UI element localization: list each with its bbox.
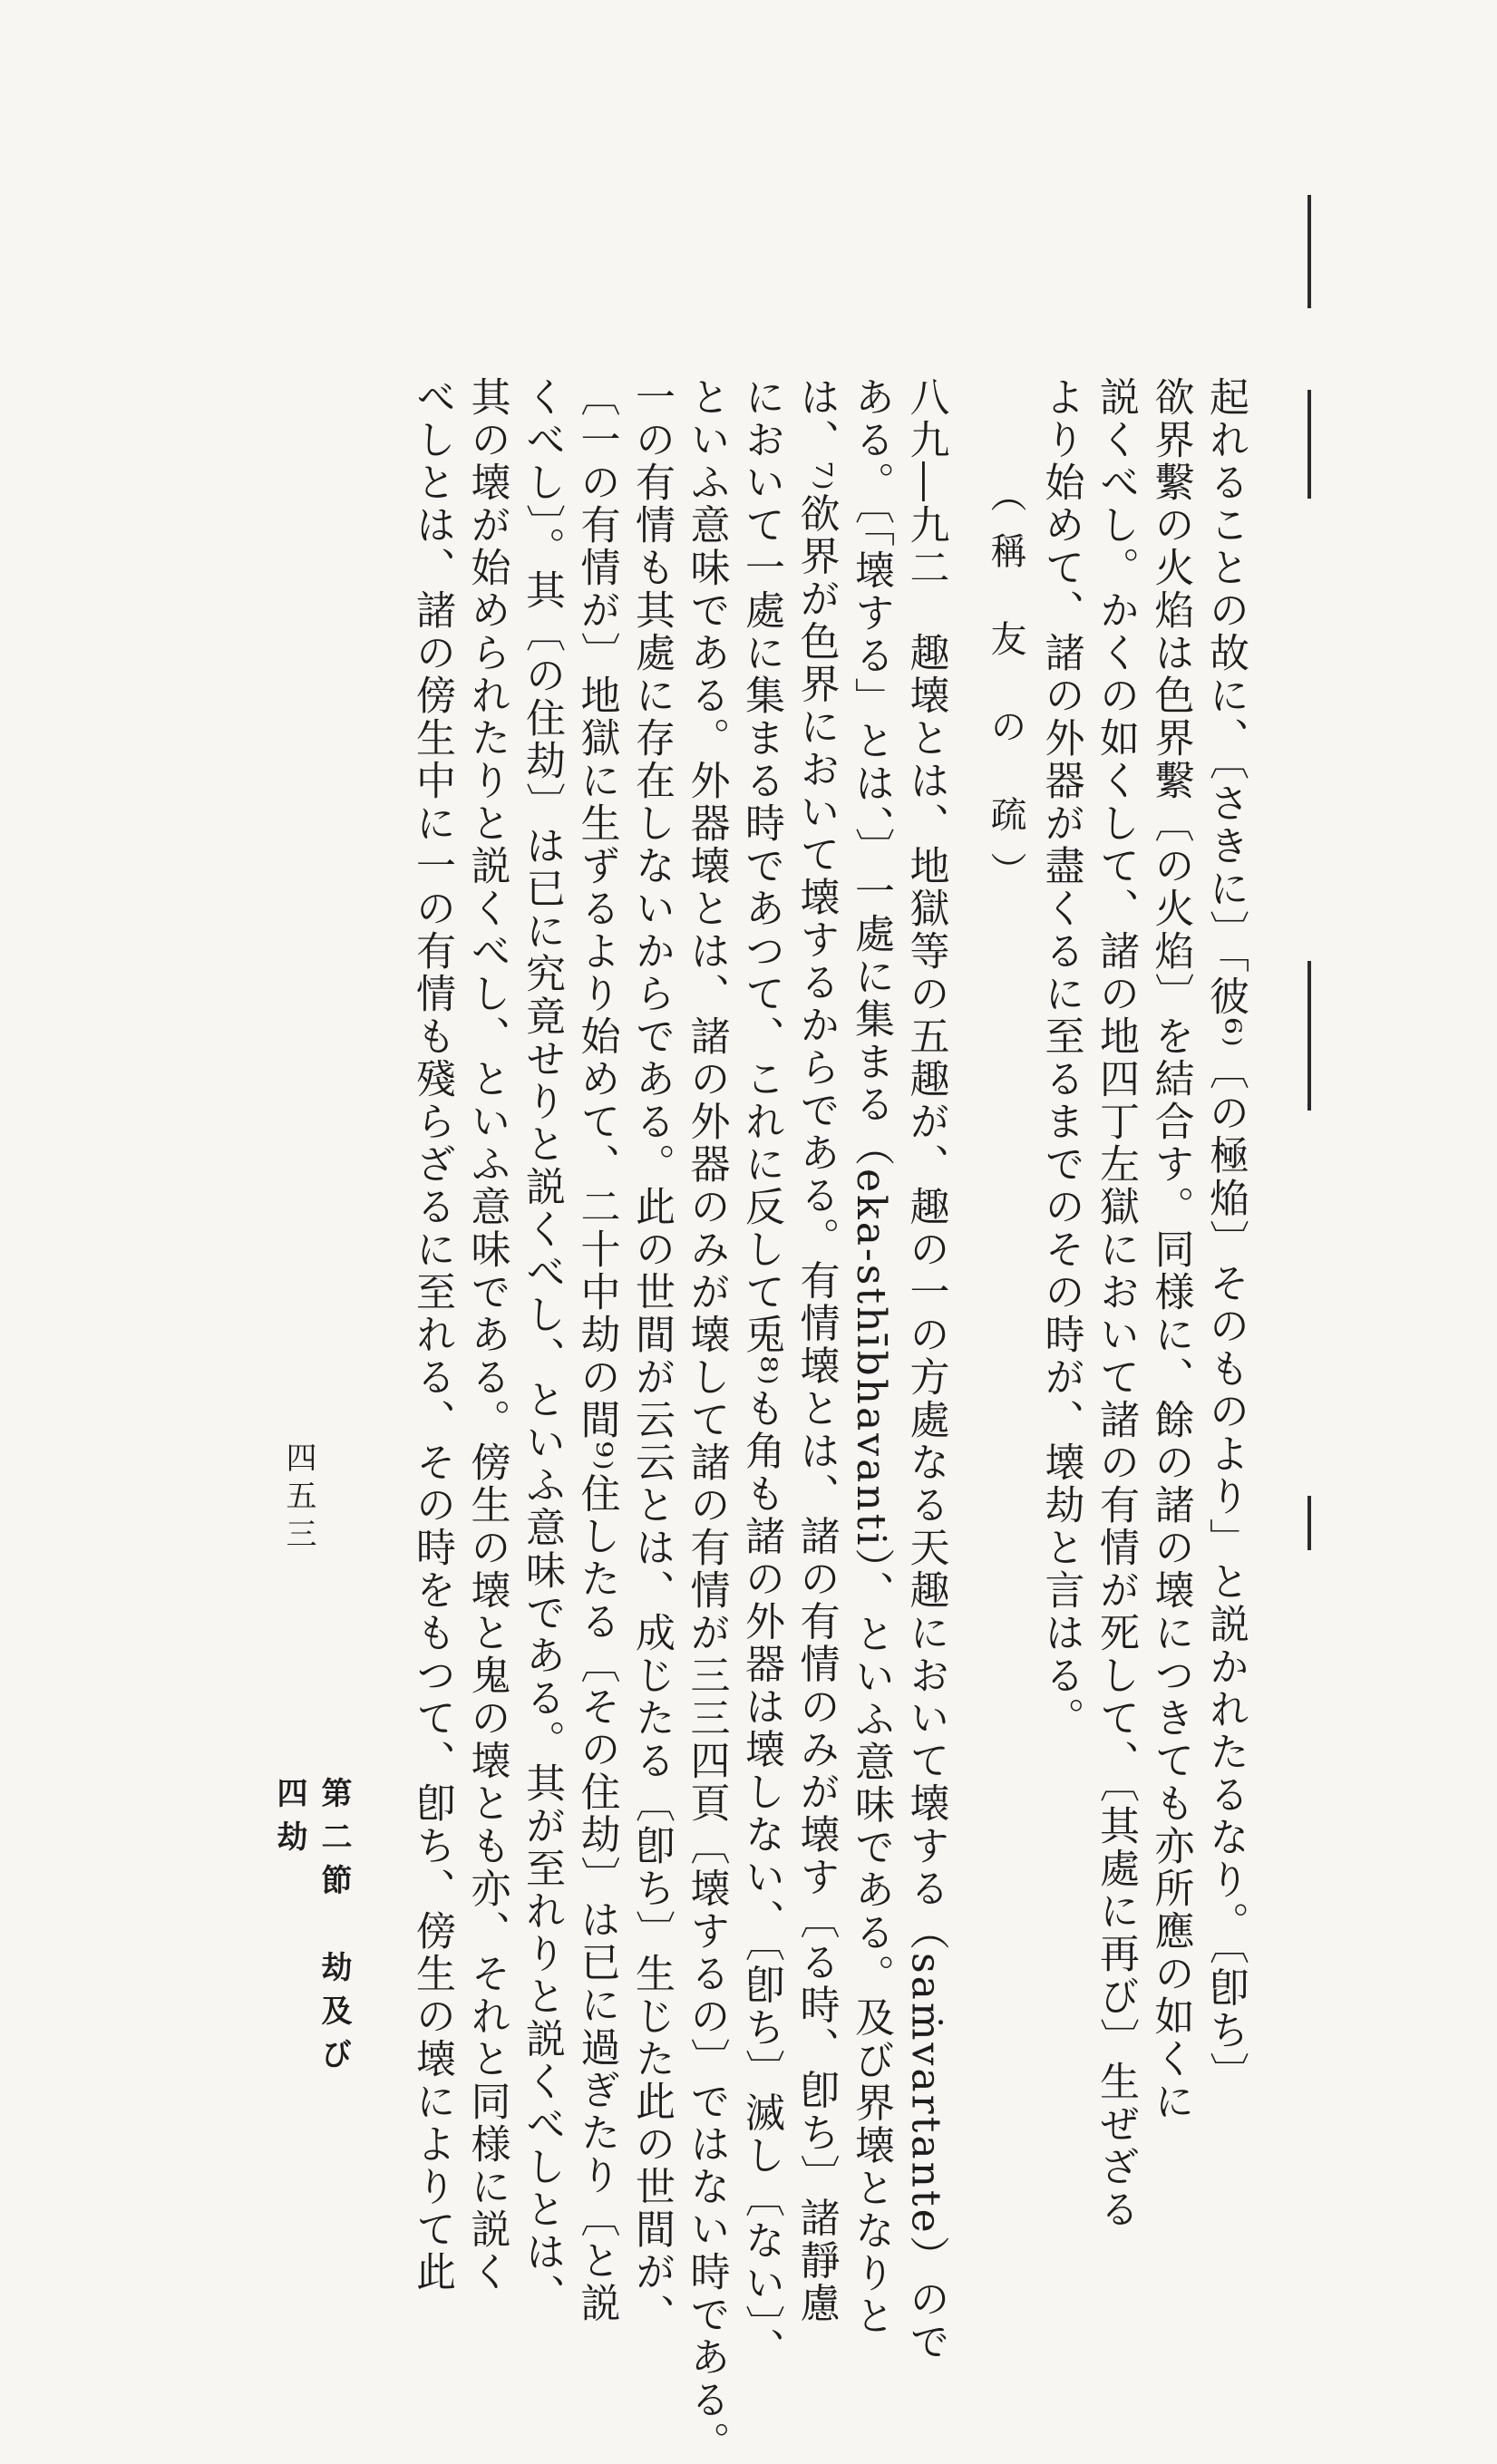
- scan-binding-mark: [1307, 390, 1311, 499]
- text-line: 其の壊が始められたりと説くべし、といふ意味である。傍生の壊と鬼の壊とも亦、それと同様に説く: [463, 376, 510, 2294]
- scan-binding-mark: [1307, 961, 1311, 1111]
- text-line: 〔一の有情が〕地獄に生ずるより始めて、二十中劫の間⁹⁾住したる〔その住劫〕は已に過ぎたり〔と説: [573, 376, 620, 2325]
- scan-binding-mark: [1307, 1496, 1311, 1550]
- scan-binding-mark: [1307, 195, 1311, 308]
- text-line: ある。〔「壊する」とは、〕一處に集まる（eka-sthībhavanti）、といふ意味である。及び界壊となりと: [848, 376, 894, 2338]
- body-text-column: [404, 376, 1253, 2464]
- text-line: くべし〕。其〔の住劫〕は已に究竟せりと説くべし、といふ意味である。其が至れりと説くべしとは、: [519, 376, 565, 2316]
- text-line: といふ意味である。外器壊とは、諸の外器のみが壊して諸の有情が三三四頁〔壊するの〕ではない時である。: [683, 376, 730, 2464]
- running-footer: 第二節 劫及び四劫: [271, 1777, 352, 2081]
- section-heading: （稱 友 の 疏）: [985, 476, 1026, 908]
- text-line: 八九―九二 趣壊とは、地獄等の五趣が、趣の一の方處なる天趣において壊する（saṁvartante）ので: [902, 376, 949, 2363]
- text-line: において一處に集まる時であつて、これに反して兎⁸⁾も角も諸の外器は壊しない、〔卽ち〕滅し〔ない〕、: [738, 376, 784, 2371]
- text-line: 欲界繫の火焰は色界繫〔の火焰〕を結合す。同様に、餘の諸の壊につきても亦所應の如くに: [1147, 376, 1194, 2123]
- text-line: は、⁷⁾欲界が色界において壊するからである。有情壊とは、諸の有情のみが壊す〔る時、卽ち〕諸靜慮: [792, 376, 840, 2325]
- text-line: 説くべし。かくの如くして、諸の地四丁左獄において諸の有情が死して、〔其處に再び〕生ぜざる: [1093, 376, 1139, 2231]
- text-line: より始めて、諸の外器が盡くるに至るまでのその時が、壊劫と言はる。: [1037, 376, 1084, 1740]
- text-line: 起れることの故に、〔さきに〕「彼⁶⁾〔の極焔〕そのものより」と説かれたるなり。〔卽ち〕: [1202, 376, 1249, 2095]
- text-line: 一の有情も其處に存在しないからである。此の世間が云云とは、成じたる〔卽ち〕生じた此の世間が、: [628, 376, 675, 2336]
- text-line: べしとは、諸の傍生中に一の有情も殘らざるに至れる、その時をもつて、卽ち、傍生の壊によりて此: [409, 376, 455, 2294]
- page-number: 四五三: [280, 1441, 316, 1556]
